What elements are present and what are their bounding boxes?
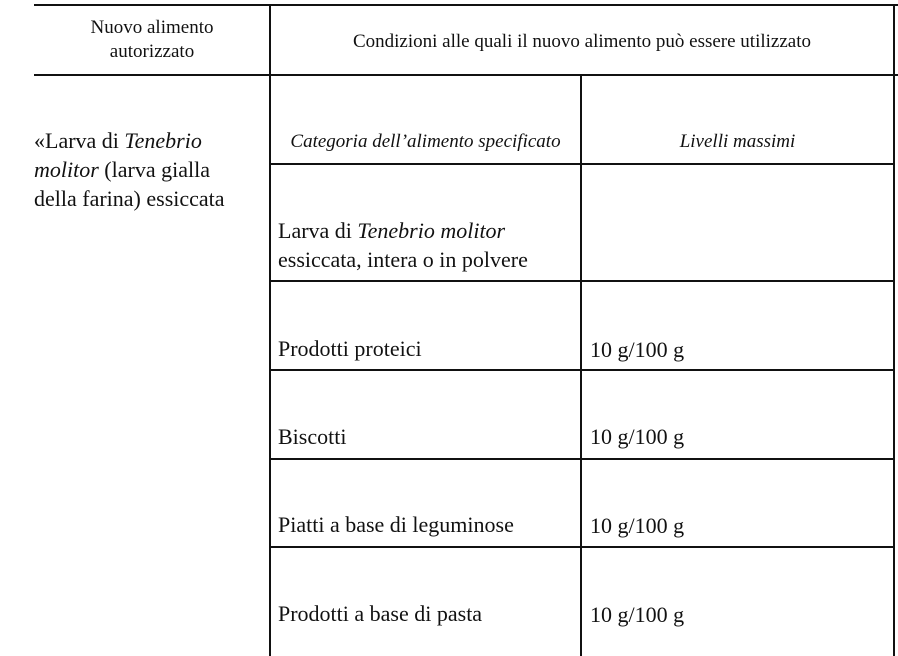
column-divider-right [893, 4, 895, 656]
novel-food-name-line2: molitor (larva gialla [34, 157, 210, 182]
category-cell: Prodotti a base di pasta [278, 601, 483, 626]
header-bottom-border [34, 74, 898, 76]
category-dried-larva-line2: essiccata, intera o in polvere [278, 247, 528, 272]
novel-food-name [34, 126, 266, 213]
row-divider-subheader [270, 163, 895, 165]
category-dried-larva [278, 216, 578, 274]
novel-food-name-line3: della farina) essiccata [34, 186, 225, 211]
novel-food-name-line1: «Larva di Tenebrio [34, 128, 202, 153]
category-cell: Biscotti [278, 424, 347, 449]
column-divider-1 [269, 4, 271, 656]
row-divider-3 [270, 458, 895, 460]
row-divider-2 [270, 369, 895, 371]
subheader-levels: Livelli massimi [679, 131, 796, 152]
column-header-conditions: Condizioni alle quali il nuovo alimento può essere utilizzato [352, 31, 811, 52]
category-cell: Piatti a base di leguminose [278, 512, 514, 537]
row-divider-4 [270, 546, 895, 548]
level-cell: 10 g/100 g [590, 424, 685, 449]
level-cell: 10 g/100 g [590, 602, 685, 627]
level-cell: 10 g/100 g [590, 513, 685, 538]
column-header-food-line2: autorizzato [109, 41, 195, 62]
row-divider-1 [270, 280, 895, 282]
table-top-border [34, 4, 898, 6]
column-header-food-line1: Nuovo alimento [90, 17, 214, 38]
category-cell: Prodotti proteici [278, 336, 422, 361]
category-dried-larva-line1: Larva di Tenebrio molitor [278, 218, 506, 243]
column-header-food [34, 16, 270, 64]
subheader-category: Categoria dell’alimento specificato [290, 131, 561, 152]
level-cell: 10 g/100 g [590, 337, 685, 362]
